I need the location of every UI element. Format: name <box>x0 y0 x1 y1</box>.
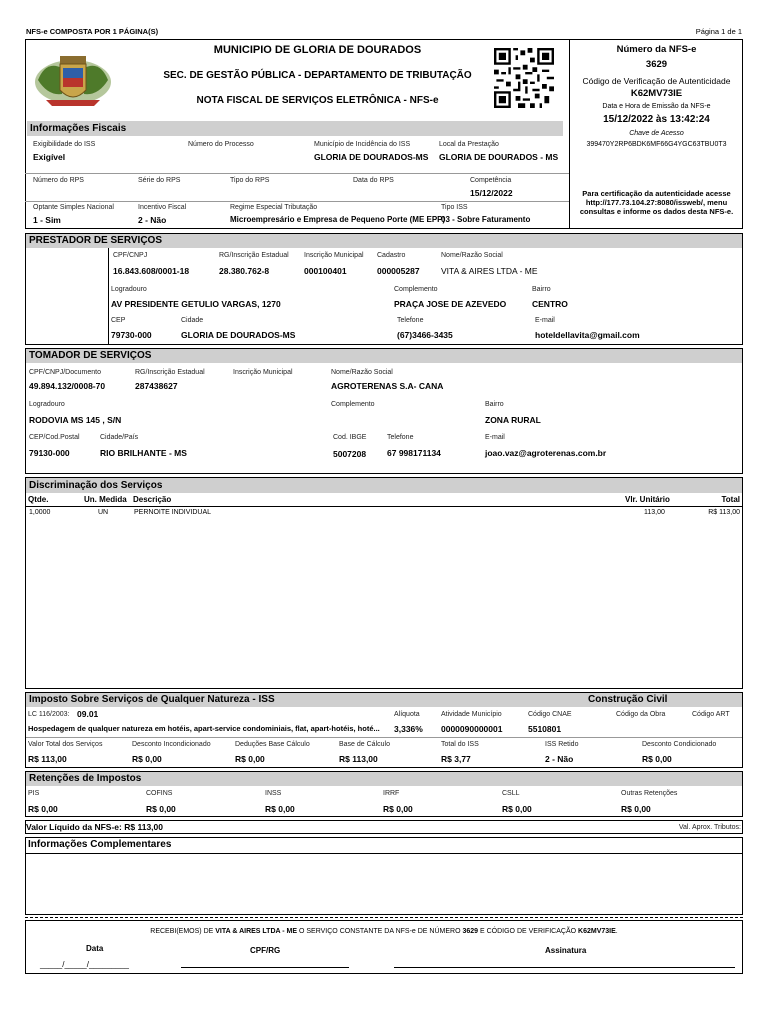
rps-date-label: Data do RPS <box>353 177 394 184</box>
nfse-number: 3629 <box>645 59 668 70</box>
col-unit: Un. Medida <box>84 495 127 504</box>
special-regime: Microempresário e Empresa de Pequeno Porte (ME EPP) <box>230 215 446 224</box>
customer-address: RODOVIA MS 145 , S/N <box>29 415 122 425</box>
customer-cep-label: CEP/Cod.Postal <box>29 434 80 441</box>
cnae-code: 5510801 <box>528 724 562 734</box>
table-header-line <box>26 506 742 507</box>
service-location-label: Local da Prestação <box>439 141 499 148</box>
total-services-label: Valor Total dos Serviços <box>28 741 103 748</box>
competence-label: Competência <box>470 177 512 184</box>
tax-base: R$ 113,00 <box>339 754 378 764</box>
provider-cep: 79730-000 <box>111 330 152 340</box>
provider-address-label: Logradouro <box>111 286 147 293</box>
customer-complement-label: Complemento <box>331 401 375 408</box>
page-counter: Página 1 de 1 <box>695 27 742 36</box>
customer-rg: 287438627 <box>135 381 178 391</box>
activity-code: 0000090000001 <box>441 724 503 734</box>
row-unit-value: 113,00 <box>644 509 665 516</box>
receipt-statement <box>25 928 743 935</box>
verification-code: K62MV73IE <box>630 88 683 99</box>
department-name: SEC. DE GESTÃO PÚBLICA - DEPARTAMENTO DE TRIBUTAÇÃO <box>163 70 472 81</box>
conditional-discount-label: Desconto Condicionado <box>642 741 717 748</box>
emission-label: Data e Hora de Emissão da NFS-e <box>602 103 711 110</box>
provider-district-label: Bairro <box>532 286 551 293</box>
receipt-provider: VITA & AIRES LTDA - ME <box>215 928 298 935</box>
total-services: R$ 113,00 <box>28 754 67 764</box>
row-qty: 1,0000 <box>29 509 51 516</box>
customer-phone-label: Telefone <box>387 434 414 441</box>
iss-municipality-label: Município de Incidência do ISS <box>314 141 411 148</box>
inss-label: INSS <box>265 790 282 797</box>
document-title: NOTA FISCAL DE SERVIÇOS ELETRÔNICA - NFS-e <box>196 95 439 106</box>
aliquot: 3,336% <box>394 724 423 734</box>
row-unit: UN <box>98 509 109 516</box>
civil-construction-header: Construção Civil <box>588 694 668 705</box>
receipt-cpf-label: CPF/RG <box>250 946 281 955</box>
total-iss: R$ 3,77 <box>441 754 471 764</box>
iss-exigibility-label: Exigibilidade do ISS <box>33 141 96 148</box>
pis-label: PIS <box>28 790 40 797</box>
net-value: Valor Líquido da NFS-e: R$ 113,00 <box>26 822 163 832</box>
provider-im: 000100401 <box>304 266 347 276</box>
receipt-signature-label: Assinatura <box>545 946 587 955</box>
lc-label: LC 116/2003: <box>28 711 70 718</box>
provider-complement: PRAÇA JOSE DE AZEVEDO <box>394 299 507 309</box>
csll-label: CSLL <box>502 790 520 797</box>
customer-district: ZONA RURAL <box>485 415 541 425</box>
coat-of-arms-logo <box>32 50 114 110</box>
customer-rg-label: RG/Inscrição Estadual <box>135 369 205 376</box>
certification-notice: Para certificação da autenticidade acesse http://177.73.104.27:8080/issweb/, menu consultas e informe os dados desta NFS-e. <box>579 189 734 216</box>
receipt-number: 3629 <box>462 928 479 935</box>
deductions-label: Deduções Base Cálculo <box>235 741 310 748</box>
service-location: GLORIA DE DOURADOS - MS <box>439 152 559 162</box>
cofins-label: COFINS <box>146 790 173 797</box>
provider-email-label: E-mail <box>535 317 555 324</box>
divider <box>25 201 569 202</box>
customer-city: RIO BRILHANTE - MS <box>100 448 187 458</box>
other-withholdings-value: R$ 0,00 <box>621 804 651 814</box>
customer-district-label: Bairro <box>485 401 504 408</box>
deductions: R$ 0,00 <box>235 754 265 764</box>
access-key: 399470Y2RP6BDK6MF66G4YGC63TBU0T3 <box>586 141 727 148</box>
irrf-label: IRRF <box>383 790 400 797</box>
tax-base-label: Base de Cálculo <box>339 741 390 748</box>
customer-header: TOMADOR DE SERVIÇOS <box>26 349 742 363</box>
receipt-text: RECEBI(EMOS) DE <box>150 928 216 935</box>
divider <box>25 173 569 174</box>
provider-logo-divider <box>108 248 109 344</box>
simples-label: Optante Simples Nacional <box>33 204 114 211</box>
iss-withheld: 2 - Não <box>545 754 574 764</box>
customer-im-label: Inscrição Municipal <box>233 369 293 376</box>
withholdings-header: Retenções de Impostos <box>26 772 742 786</box>
process-number-label: Número do Processo <box>188 141 254 148</box>
signature-line <box>394 967 735 968</box>
services-header: Discriminação dos Serviços <box>26 478 742 493</box>
unconditional-discount-label: Desconto Incondicionado <box>132 741 211 748</box>
customer-name-label: Nome/Razão Social <box>331 369 393 376</box>
other-withholdings-label: Outras Retenções <box>621 790 678 797</box>
provider-cnpj: 16.843.608/0001-18 <box>113 266 190 276</box>
col-total: Total <box>721 495 740 504</box>
customer-name: AGROTERENAS S.A- CANA <box>331 381 444 391</box>
page-composition-note: NFS-e COMPOSTA POR 1 PÁGINA(S) <box>26 27 159 36</box>
customer-email: joao.vaz@agroterenas.com.br <box>485 448 607 458</box>
nfse-number-label: Número da NFS-e <box>616 44 697 55</box>
special-regime-label: Regime Especial Tributação <box>230 204 318 211</box>
lc-description: Hospedagem de qualquer natureza em hotéis, apart-service condominiais, flat, apart-hotéis, hoté... <box>28 724 380 733</box>
services-section <box>25 477 743 689</box>
customer-cnpj-label: CPF/CNPJ/Documento <box>29 369 101 376</box>
access-key-label: Chave de Acesso <box>629 130 684 137</box>
provider-cadastro-label: Cadastro <box>377 252 406 259</box>
fiscal-info-header: Informações Fiscais <box>27 121 563 136</box>
approx-taxes-label: Val. Aprox. Tributos: <box>678 824 741 831</box>
rps-number-label: Número do RPS <box>33 177 84 184</box>
provider-city-label: Cidade <box>181 317 204 324</box>
conditional-discount: R$ 0,00 <box>642 754 672 764</box>
row-description: PERNOITE INDIVIDUAL <box>134 509 212 516</box>
rps-series-label: Série do RPS <box>138 177 181 184</box>
rps-type-label: Tipo do RPS <box>230 177 270 184</box>
cpf-signature-line <box>181 967 349 968</box>
provider-cadastro: 000005287 <box>377 266 420 276</box>
verification-code-label: Código de Verificação de Autenticidade <box>582 76 731 86</box>
pis-value: R$ 0,00 <box>28 804 58 814</box>
provider-im-label: Inscrição Municipal <box>304 252 364 259</box>
provider-rg: 28.380.762-8 <box>219 266 270 276</box>
provider-name-label: Nome/Razão Social <box>441 252 503 259</box>
iss-exigibility: Exigível <box>33 152 66 162</box>
competence: 15/12/2022 <box>470 188 513 198</box>
cut-line <box>25 917 743 918</box>
customer-city-label: Cidade/País <box>100 434 139 441</box>
csll-value: R$ 0,00 <box>502 804 532 814</box>
art-code-label: Código ART <box>692 711 730 718</box>
receipt-code: K62MV73IE <box>578 928 616 935</box>
provider-complement-label: Complemento <box>394 286 438 293</box>
lc-code: 09.01 <box>77 709 99 719</box>
municipality-name: MUNICIPIO DE GLORIA DE DOURADOS <box>213 44 422 56</box>
iss-type: 03 - Sobre Faturamento <box>441 215 531 224</box>
col-qty: Qtde. <box>28 495 49 504</box>
complementary-info-header: Informações Complementares <box>28 839 172 850</box>
qr-code <box>494 48 554 108</box>
customer-cnpj: 49.894.132/0008-70 <box>29 381 106 391</box>
provider-rg-label: RG/Inscrição Estadual <box>219 252 289 259</box>
receipt-text: . <box>615 928 618 935</box>
divider <box>26 737 742 738</box>
provider-name: VITA & AIRES LTDA - ME <box>441 266 538 276</box>
provider-header: PRESTADOR DE SERVIÇOS <box>26 234 742 248</box>
emission-datetime: 15/12/2022 às 13:42:24 <box>603 114 710 125</box>
customer-ibge: 5007208 <box>333 449 367 459</box>
col-description: Descrição <box>133 495 172 504</box>
customer-address-label: Logradouro <box>29 401 65 408</box>
row-total: R$ 113,00 <box>708 509 740 516</box>
provider-email: hoteldellavita@gmail.com <box>535 330 640 340</box>
provider-phone: (67)3466-3435 <box>397 330 453 340</box>
provider-cnpj-label: CPF/CNPJ <box>113 252 148 259</box>
customer-ibge-label: Cod. IBGE <box>333 434 367 441</box>
total-iss-label: Total do ISS <box>441 741 479 748</box>
provider-address: AV PRESIDENTE GETULIO VARGAS, 1270 <box>111 299 281 309</box>
inss-value: R$ 0,00 <box>265 804 295 814</box>
activity-label: Atividade Município <box>441 711 502 718</box>
iss-header: Imposto Sobre Serviços de Qualquer Natureza - ISS <box>26 693 742 707</box>
tax-incentive: 2 - Não <box>138 215 167 225</box>
simples-value: 1 - Sim <box>33 215 61 225</box>
provider-cep-label: CEP <box>111 317 126 324</box>
construction-code-label: Código da Obra <box>616 711 666 718</box>
customer-phone: 67 998171134 <box>387 448 441 458</box>
tax-incentive-label: Incentivo Fiscal <box>138 204 187 211</box>
cnae-label: Código CNAE <box>528 711 572 718</box>
iss-municipality: GLORIA DE DOURADOS-MS <box>314 152 429 162</box>
receipt-date-label: Data <box>86 944 104 953</box>
irrf-value: R$ 0,00 <box>383 804 413 814</box>
provider-city: GLORIA DE DOURADOS-MS <box>181 330 296 340</box>
aliquot-label: Alíquota <box>394 711 420 718</box>
provider-phone-label: Telefone <box>397 317 424 324</box>
receipt-text: O SERVIÇO CONSTANTE DA NFS-e DE NÚMERO <box>297 928 463 935</box>
provider-district: CENTRO <box>532 299 568 309</box>
unconditional-discount: R$ 0,00 <box>132 754 162 764</box>
iss-type-label: Tipo ISS <box>441 204 468 211</box>
iss-withheld-label: ISS Retido <box>545 741 579 748</box>
receipt-date-blank: _____/_____/_________ <box>40 960 129 969</box>
receipt-text: E CÓDIGO DE VERIFICAÇÃO <box>478 928 579 935</box>
customer-email-label: E-mail <box>485 434 505 441</box>
cofins-value: R$ 0,00 <box>146 804 176 814</box>
customer-cep: 79130-000 <box>29 448 70 458</box>
divider <box>26 853 742 854</box>
col-unit-value: Vlr. Unitário <box>625 495 670 504</box>
